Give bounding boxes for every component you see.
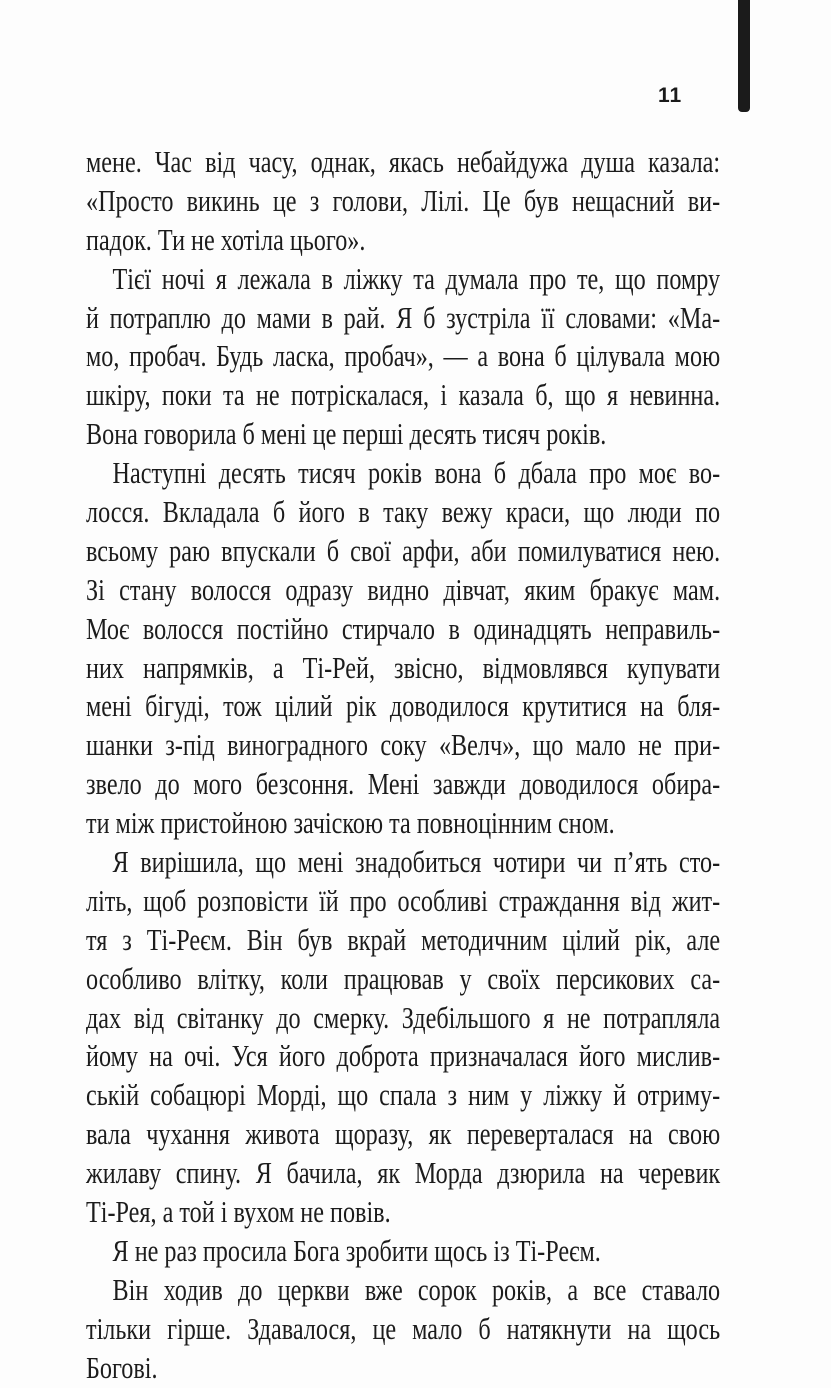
text-line-content: «Просто викинь це з голови, Лілі. Це був нещасний ви- xyxy=(86,182,721,218)
paragraph xyxy=(86,1232,720,1271)
text-line xyxy=(86,1076,720,1115)
text-line-content: Я вирішила, що мені знадобиться чотири чи п’ять сто- xyxy=(112,844,721,880)
text-line xyxy=(86,882,720,921)
body-text xyxy=(86,143,720,1388)
text-line xyxy=(86,999,720,1038)
text-line xyxy=(86,1310,720,1349)
text-line xyxy=(86,921,720,960)
text-line-content: всьому раю впускали б свої арфи, аби помилуватися нею. xyxy=(86,532,721,568)
text-line xyxy=(86,337,720,376)
text-line-content: мо, пробач. Будь ласка, пробач», — а вона б цілувала мою xyxy=(86,338,721,374)
text-line xyxy=(86,649,720,688)
text-line-content: Тієї ночі я лежала в ліжку та думала про те, що помру xyxy=(112,260,721,296)
text-line-content: лосся. Вкладала б його в таку вежу краси, що люди по xyxy=(86,494,721,530)
text-line xyxy=(86,1349,720,1388)
text-line-content: дах від світанку до смерку. Здебільшого я не потрапляла xyxy=(86,999,721,1035)
text-line-content: Я не раз просила Бога зробити щось із Ті-Реєм. xyxy=(112,1232,601,1268)
text-line-content: звело до мого безсоння. Мені завжди доводилося обира- xyxy=(86,766,721,802)
text-line xyxy=(86,571,720,610)
text-line xyxy=(86,1115,720,1154)
text-line xyxy=(86,182,720,221)
text-line-content: мені бігуді, тож цілий рік доводилося крутитися на бля- xyxy=(86,688,721,724)
text-line xyxy=(86,1037,720,1076)
text-line-content: Він ходив до церкви вже сорок років, а все ставало xyxy=(112,1271,721,1307)
text-line xyxy=(86,143,720,182)
text-line xyxy=(86,1154,720,1193)
text-line xyxy=(86,299,720,338)
text-line-content: мене. Час від часу, однак, якась небайдужа душа казала: xyxy=(86,144,721,179)
text-line-content: падок. Ти не хотіла цього». xyxy=(86,221,366,257)
text-line-content: тя з Ті-Реєм. Він був вкрай методичним цілий рік, але xyxy=(86,921,721,957)
paragraph xyxy=(86,1271,720,1388)
text-line-content: Зі стану волосся одразу видно дівчат, яким бракує мам. xyxy=(86,571,721,607)
text-line-content: них напрямків, а Ті-Рей, звісно, відмовлявся купувати xyxy=(86,649,721,685)
text-line-content: Вона говорила б мені це перші десять тисяч років. xyxy=(86,416,607,452)
text-line-content: тільки гірше. Здавалося, це мало б натякнути на щось xyxy=(86,1310,721,1346)
text-line-content: ти між пристойною зачіскою та повноцінним сном. xyxy=(86,805,615,841)
paragraph xyxy=(86,143,720,260)
text-line xyxy=(86,1271,720,1310)
text-line xyxy=(86,493,720,532)
text-line-content: жилаву спину. Я бачила, як Морда дзюрила на черевик xyxy=(86,1155,721,1191)
text-line xyxy=(86,415,720,454)
text-line-content: Моє волосся постійно стирчало в одинадцять неправиль- xyxy=(86,610,721,646)
text-line-content: йому на очі. Уся його доброта призначалася його мислив- xyxy=(86,1038,721,1074)
text-line xyxy=(86,1193,720,1232)
text-line xyxy=(86,532,720,571)
text-line-content: шкіру, поки та не потріскалася, і казала б, що я невинна. xyxy=(86,377,721,413)
paragraph xyxy=(86,843,720,1232)
text-line xyxy=(86,610,720,649)
paragraph xyxy=(86,454,720,843)
text-line-content: особливо влітку, коли працював у своїх персикових са- xyxy=(86,960,721,996)
text-line xyxy=(86,221,720,260)
text-line xyxy=(86,804,720,843)
text-line-content: Богові. xyxy=(86,1349,158,1385)
text-line-content: вала чухання живота щоразу, як переверталася на свою xyxy=(86,1116,721,1152)
page-number: 11 xyxy=(658,84,683,107)
text-line-content: шанки з-під виноградного соку «Велч», що мало не при- xyxy=(86,727,721,763)
text-line xyxy=(86,687,720,726)
text-line-content: Ті-Рея, а той і вухом не повів. xyxy=(86,1194,391,1230)
text-line-content: літь, щоб розповісти їй про особливі страждання від жит- xyxy=(86,882,721,918)
text-line xyxy=(86,726,720,765)
text-line xyxy=(86,1232,720,1271)
page-edge-bar xyxy=(738,0,750,112)
text-line xyxy=(86,454,720,493)
text-line-content: й потраплю до мами в рай. Я б зустріла її словами: «Ма- xyxy=(86,299,721,335)
text-line-content: Наступні десять тисяч років вона б дбала про моє во- xyxy=(112,455,721,491)
text-line xyxy=(86,260,720,299)
paragraph xyxy=(86,260,720,454)
text-line-content: ській собацюрі Морді, що спала з ним у ліжку й отриму- xyxy=(86,1077,721,1113)
text-line xyxy=(86,376,720,415)
text-line xyxy=(86,843,720,882)
text-line xyxy=(86,765,720,804)
text-line xyxy=(86,960,720,999)
